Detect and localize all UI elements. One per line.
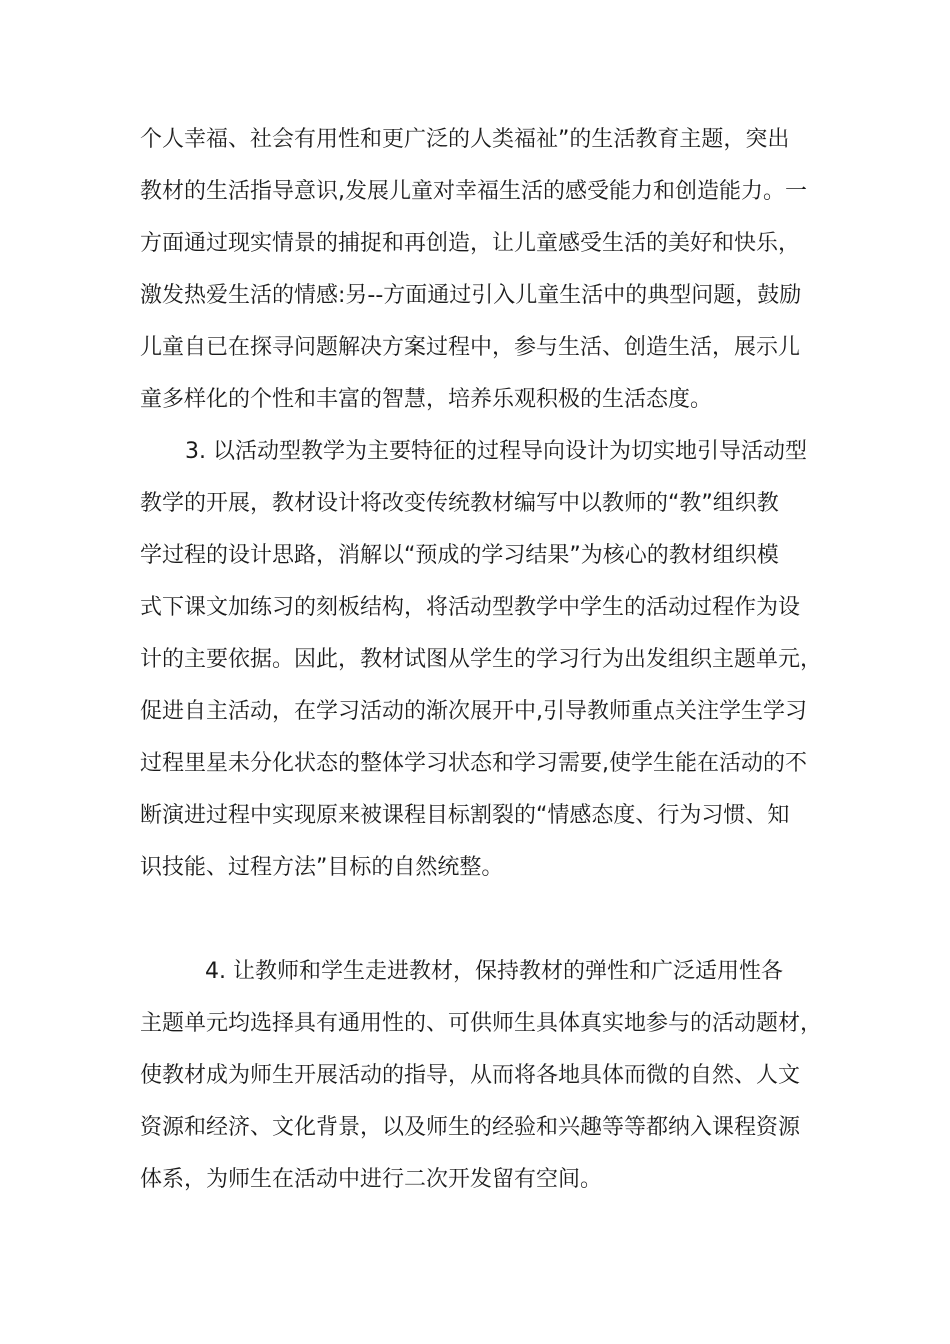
text-line: 使教材成为师生开展活动的指导，从而将各地具体而微的自然、人文 (140, 1063, 801, 1088)
text-line: 计的主要依据。因此，教材试图从学生的学习行为出发组织主题单元， (140, 647, 823, 672)
text-line: 个人幸福、社会有用性和更广泛的人类福祉”的生活教育主题，突出 (140, 127, 790, 152)
text-line: 过程里星未分化状态的整体学习状态和学习需要,使学生能在活动的不 (140, 751, 807, 776)
text-line: 方面通过现实情景的捕捉和再创造，让儿童感受生活的美好和快乐， (140, 231, 801, 256)
text-line: 主题单元均选择具有通用性的、可供师生具体真实地参与的活动题材， (140, 1011, 823, 1036)
text-line: 断演进过程中实现原来被课程目标割裂的“情感态度、行为习惯、知 (140, 803, 790, 828)
text-line: 学过程的设计思路，消解以“预成的学习结果”为核心的教材组织模 (140, 543, 779, 568)
text-line: 儿童自已在探寻问题解决方案过程中，参与生活、创造生活，展示儿 (140, 335, 801, 360)
text-line: 3. 以活动型教学为主要特征的过程导向设计为切实地引导活动型 (185, 439, 807, 464)
text-line: 教材的生活指导意识,发展儿童对幸福生活的感受能力和创造能力。一 (140, 179, 807, 204)
text-line: 式下课文加练习的刻板结构，将活动型教学中学生的活动过程作为设 (140, 595, 801, 620)
text-line: 体系，为师生在活动中进行二次开发留有空间。 (140, 1167, 603, 1192)
text-line: 教学的开展，教材设计将改变传统教材编写中以教师的“教”组织教 (140, 491, 779, 516)
text-line: 童多样化的个性和丰富的智慧，培养乐观积极的生活态度。 (140, 387, 713, 412)
text-line: 激发热爱生活的情感:另--方面通过引入儿童生活中的典型问题，鼓励 (140, 283, 802, 308)
text-line: 资源和经济、文化背景，以及师生的经验和兴趣等等都纳入课程资源 (140, 1115, 801, 1140)
text-line: 4. 让教师和学生走进教材，保持教材的弹性和广泛适用性各 (205, 959, 783, 984)
text-line: 识技能、过程方法”目标的自然统整。 (140, 855, 504, 880)
text-line: 促进自主活动，在学习活动的渐次展开中,引导教师重点关注学生学习 (140, 699, 807, 724)
